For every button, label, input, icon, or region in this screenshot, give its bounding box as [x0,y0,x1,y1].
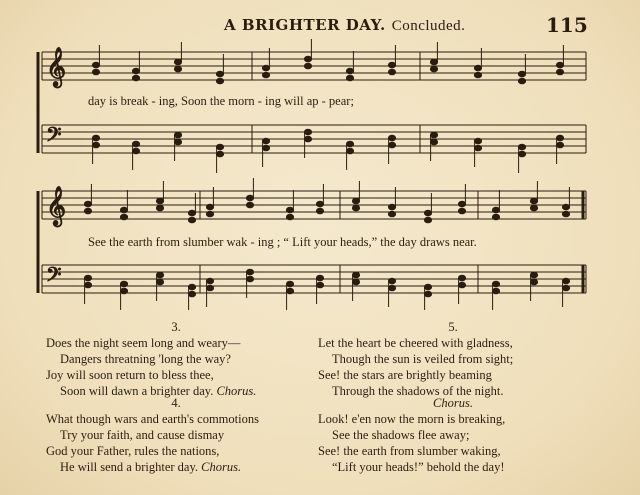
note-head [388,142,395,148]
note-head [246,195,253,201]
treble-clef-icon: 𝄞 [46,186,67,226]
note-head [188,284,195,290]
note-head [474,138,481,144]
note-head [352,272,359,278]
verse-line: Joy will soon return to bless thee, [46,368,214,382]
chorus-heading: Chorus. [433,396,473,410]
note-head [530,205,537,211]
note-head [492,207,499,213]
note-head [492,214,499,220]
note-head [156,272,163,278]
verse-line: Look! e'en now the morn is breaking, [318,412,506,426]
note-head [474,72,481,78]
note-head [188,217,195,223]
note-head [458,275,465,281]
note-head [352,198,359,204]
chorus-marker: Chorus. [201,460,242,474]
verse-line: Through the shadows of the night. [332,384,504,398]
note-head [216,78,223,84]
note-head [518,144,525,150]
note-head [216,71,223,77]
note-head [262,145,269,151]
note-head [216,144,223,150]
note-head [352,205,359,211]
note-head [518,71,525,77]
note-head [156,198,163,204]
note-head [84,275,91,281]
verse-line: Soon will dawn a brighter day. [60,384,214,398]
note-head [304,56,311,62]
note-head [304,136,311,142]
note-head [316,282,323,288]
verse-line: Dangers threatning 'long the way? [60,352,231,366]
note-head [206,278,213,284]
note-head [530,279,537,285]
verse-line: See the shadows flee away; [332,428,470,442]
note-head [84,282,91,288]
note-head [132,75,139,81]
note-head [556,69,563,75]
note-head [262,65,269,71]
note-head [424,217,431,223]
note-head [132,148,139,154]
note-head [556,135,563,141]
note-head [304,129,311,135]
note-head [424,291,431,297]
verse-line: What though wars and earth's commotions [46,412,259,426]
note-head [286,214,293,220]
system2-lyrics: See the earth from slumber wak - ing ; “ Lift your heads,” the day draws near. [88,235,477,249]
note-head [92,135,99,141]
note-head [316,208,323,214]
note-head [156,279,163,285]
verse-line: He will send a brighter day. [60,460,199,474]
note-head [216,151,223,157]
note-head [188,210,195,216]
note-head [120,207,127,213]
system1-lyrics: day is break - ing, Soon the morn - ing will ap - pear; [88,94,354,108]
note-head [388,69,395,75]
note-head [92,69,99,75]
note-head [286,281,293,287]
note-head [474,65,481,71]
page-number: 115 [546,13,588,37]
bass-clef-icon: 𝄢 [46,263,62,291]
note-head [246,276,253,282]
chorus-marker: Chorus. [216,384,257,398]
note-head [84,201,91,207]
note-head [174,132,181,138]
verse-line: Though the sun is veiled from sight; [332,352,514,366]
note-head [246,269,253,275]
hymn-title: A BRIGHTER DAY. [224,16,386,34]
note-head [492,288,499,294]
note-head [352,279,359,285]
note-head [346,75,353,81]
note-head [518,78,525,84]
note-head [174,66,181,72]
note-head [84,208,91,214]
note-head [156,205,163,211]
note-head [458,201,465,207]
treble-clef-icon: 𝄞 [46,47,67,87]
note-head [518,151,525,157]
verse-line: Does the night seem long and weary— [46,336,241,350]
note-head [430,132,437,138]
note-head [562,285,569,291]
verse-line: See! the earth from slumber waking, [318,444,501,458]
verse-3 [46,319,306,399]
note-head [286,288,293,294]
note-head [492,281,499,287]
note-head [132,68,139,74]
note-head [92,142,99,148]
verse-number: 4. [171,396,181,410]
note-head [388,204,395,210]
note-head [120,288,127,294]
note-head [430,59,437,65]
verse-5 [318,319,588,399]
note-head [188,291,195,297]
note-head [424,284,431,290]
note-head [458,208,465,214]
note-head [530,198,537,204]
note-head [174,59,181,65]
note-head [424,210,431,216]
note-head [556,142,563,148]
note-head [262,138,269,144]
verse-line: “Lift your heads!” behold the day! [332,460,505,474]
note-head [388,285,395,291]
note-head [206,204,213,210]
note-head [316,275,323,281]
note-head [206,211,213,217]
note-head [388,278,395,284]
verse-number: 3. [171,320,181,334]
verse-number: 5. [448,320,458,334]
note-head [304,63,311,69]
note-head [562,211,569,217]
note-head [316,201,323,207]
note-head [562,278,569,284]
verse-line: God your Father, rules the nations, [46,444,220,458]
note-head [92,62,99,68]
note-head [206,285,213,291]
note-head [562,204,569,210]
note-head [458,282,465,288]
note-head [246,202,253,208]
chorus-verse [318,395,588,475]
note-head [346,141,353,147]
note-head [474,145,481,151]
note-head [388,62,395,68]
note-head [132,141,139,147]
verse-line: Try your faith, and cause dismay [60,428,225,442]
note-head [120,214,127,220]
note-head [430,66,437,72]
verse-line: Let the heart be cheered with gladness, [318,336,513,350]
note-head [262,72,269,78]
note-head [286,207,293,213]
note-head [556,62,563,68]
note-head [388,135,395,141]
note-head [120,281,127,287]
bass-clef-icon: 𝄢 [46,123,62,151]
note-head [346,68,353,74]
verse-4 [46,395,306,475]
note-head [530,272,537,278]
note-head [174,139,181,145]
hymn-subtitle: Concluded. [391,18,466,34]
note-head [430,139,437,145]
note-head [388,211,395,217]
verse-line: See! the stars are brightly beaming [318,368,492,382]
note-head [346,148,353,154]
